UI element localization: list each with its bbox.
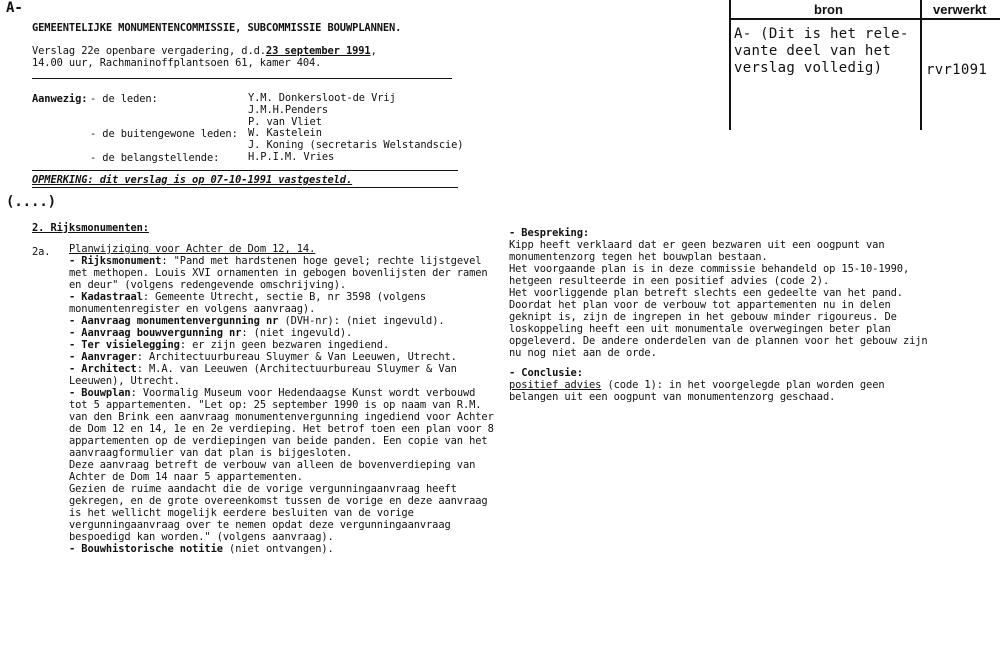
field-line: tot 5 appartementen. "Let op: 25 september 1990 is op naam van R.M. [69,399,482,411]
field-line: Achter de Dom 14 naar 5 appartementen. [69,471,303,483]
section-title: 2. Rijksmonumenten: [32,222,149,234]
member-name: P. van Vliet [248,116,322,128]
item-title: Planwijziging voor Achter de Dom 12, 14. [69,243,316,255]
time-location: 14.00 uur, Rachmaninoffplantsoen 61, kamer 404. [32,57,322,69]
field-applicant: - Aanvrager: Architectuurbureau Sluymer & Van Leeuwen, Utrecht. [69,351,457,363]
discussion-line: Kipp heeft verklaard dat er geen bezwaren uit een oogpunt van [509,239,885,251]
source-note-line: A- (Dit is het rele- [734,26,909,42]
discussion-line: Het voorgaande plan is in deze commissie behandeld op 15-10-1990, [509,263,910,275]
source-note-line: vante deel van het [734,43,892,59]
discussion-line: geknipt is, zijn de ingrepen in het gebouw minder rigoureus. De [509,311,897,323]
field-inspection: - Ter visielegging: er zijn geen bezwaren ingediend. [69,339,390,351]
ellipsis: (....) [6,194,56,210]
field-bouwplan: - Bouwplan: Voormalig Museum voor Hedendaagse Kunst wordt verbouwd [69,387,476,399]
member-name: Y.M. Donkersloot-de Vrij [248,92,396,104]
field-line: is het wellicht mogelijk eerdere besluiten van de vorige [69,507,414,519]
remark: OPMERKING: dit verslag is op 07-10-1991 vastgesteld. [32,174,353,186]
item-number: 2a. [32,246,51,258]
field-line: en deur" (volgens redengevende omschrijving). [69,279,347,291]
role-interested-party: - de belangstellende: [90,152,220,164]
discussion-line: Het voorliggende plan betreft slechts een gedeelte van het pand. [509,287,903,299]
document-title: GEMEENTELIJKE MONUMENTENCOMMISSIE, SUBCOMMISSIE BOUWPLANNEN. [32,22,402,34]
field-kadastraal: - Kadastraal: Gemeente Utrecht, sectie B, nr 3598 (volgens [69,291,427,303]
discussion-label: - Bespreking: [509,227,590,239]
field-line: monumentenregister en volgens aanvraag). [69,303,316,315]
field-line: vergunningaanvraag over te nemen opdat deze vergunningaanvraag [69,519,451,531]
report-line [32,45,377,57]
member-name: J. Koning (secretaris Welstandscie) [248,139,464,151]
member-name: H.P.I.M. Vries [248,151,335,163]
col-header-verwerkt: verwerkt [933,2,987,17]
role-members: - de leden: [90,93,158,105]
field-line: appartementen op de verdiepingen van beide panden. Een copie van het [69,435,488,447]
field-line: Gezien de ruime aandacht die de vorige vergunningaanvraag heeft [69,483,457,495]
field-building-permit: - Aanvraag bouwvergunning nr: (niet ingevuld). [69,327,353,339]
field-line: de Dom 12 en 14, 1e en 2e verdieping. Het betrof toen een plan voor 8 [69,423,494,435]
conclusion-line: positief advies (code 1): in het voorgelegde plan worden geen [509,379,885,391]
role-extraordinary-members: - de buitengewone leden: [90,128,238,140]
field-line: aanvraagformulier van dat plan is bijgesloten. [69,447,353,459]
source-box [729,0,1000,130]
header-divider [32,78,452,79]
report-suffix: , [370,45,377,57]
field-line: van den Brink een aanvraag monumentenvergunning ingediend voor Achter [69,411,494,423]
field-rijksmonument: - Rijksmonument: "Pand met hardstenen hoge gevel; rechte lijstgevel [69,255,482,267]
conclusion-line: belangen uit een oogpunt van monumentenzorg geschaad. [509,391,836,403]
report-date: 23 september 1991 [265,45,371,57]
corner-mark: A- [6,0,23,16]
processed-code: rvr1091 [926,62,988,78]
attendance-label: Aanwezig: [32,93,88,105]
discussion-line: loskoppeling heeft een uit monumentale overwegingen beter plan [509,323,891,335]
remark-bottom-rule [32,187,458,188]
advice-term: positief advies [509,379,602,391]
field-building-history: - Bouwhistorische notitie (niet ontvangen). [69,543,334,555]
field-line: Leeuwen), Utrecht. [69,375,180,387]
discussion-line: Doordat het plan voor de verbouw tot appartementen nu in delen [509,299,891,311]
box-header-rule [729,18,1000,20]
remark-top-rule [32,170,458,171]
member-name: W. Kastelein [248,127,322,139]
conclusion-label: - Conclusie: [509,367,583,379]
discussion-line: opgeleverd. De andere onderdelen van de plannen voor het gebouw zijn [509,335,928,347]
field-architect: - Architect: M.A. van Leeuwen (Architectuurbureau Sluymer & Van [69,363,457,375]
source-note-line: verslag volledig) [734,60,883,76]
discussion-line: hetgeen resulteerde in een positief advies (code 2). [509,275,830,287]
field-line: met methopen. Louis XVI ornamenten in gebogen bovenlijsten der ramen [69,267,488,279]
field-line: bespoedigd kan worden." (volgens aanvraag). [69,531,334,543]
field-line: Deze aanvraag betreft de verbouw van alleen de bovenverdieping van [69,459,476,471]
discussion-line: nu nog niet aan de orde. [509,347,657,359]
field-line: gekregen, en de grote overeenkomst tussen de vorige en deze aanvraag [69,495,488,507]
report-prefix: Verslag 22e openbare vergadering, d.d. [32,45,266,57]
field-monument-permit: - Aanvraag monumentenvergunning nr (DVH-nr): (niet ingevuld). [69,315,445,327]
member-name: J.M.H.Penders [248,104,329,116]
col-header-bron: bron [814,2,843,17]
discussion-line: monumentenzorg tegen het bouwplan bestaan. [509,251,768,263]
